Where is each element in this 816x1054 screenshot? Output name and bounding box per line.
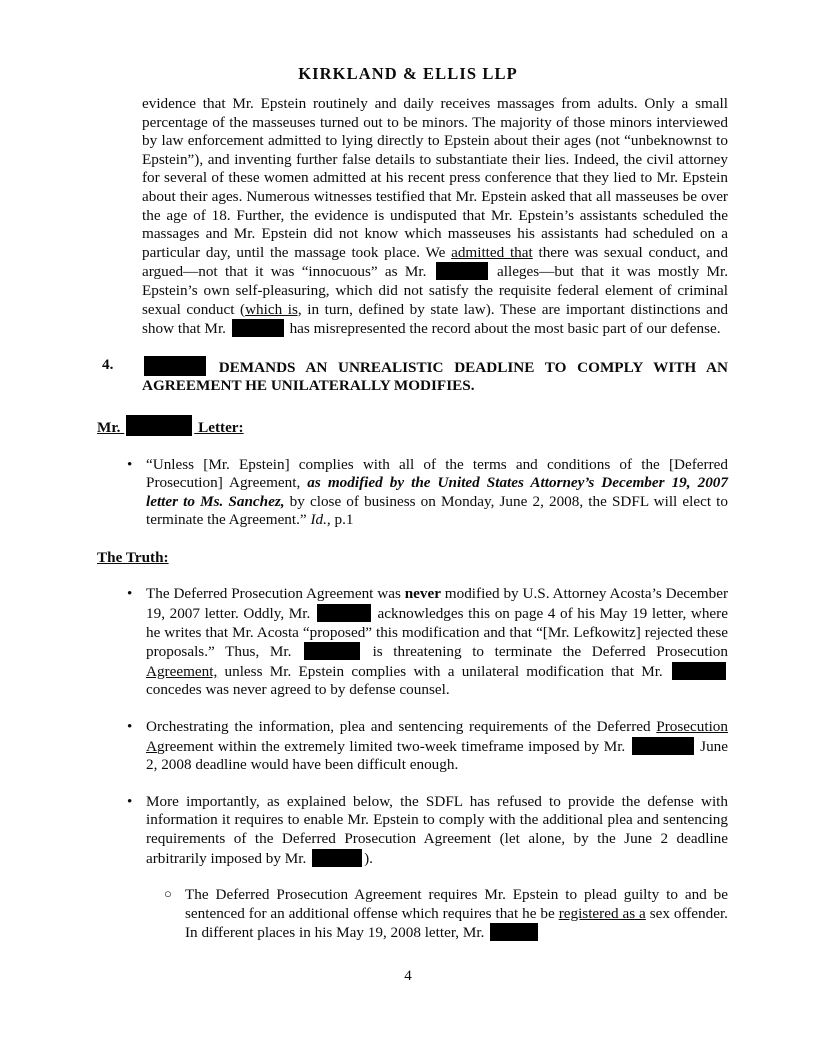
redaction-box — [317, 604, 371, 622]
redaction-box — [672, 662, 726, 680]
text-segment: alleges—but that it was mostly Mr. Epstein’s own self-pleasuring, which did not satisfy the requisite federal element of criminal sexual conduct ( — [142, 263, 728, 318]
bullet-icon: • — [127, 792, 133, 810]
text-segment: is threatening to terminate the Deferred Prosecution — [361, 643, 728, 661]
text-segment: The Deferred Prosecution Agreement requires Mr. Epstein to plead guilty to and be sentenced for an additional offense which requires that he be — [185, 886, 728, 922]
text-segment: ). — [364, 849, 373, 867]
text-segment: Letter: — [194, 418, 244, 436]
truth-bullet-3-text — [146, 793, 728, 867]
text-segment: concedes was never agreed to by defense counsel. — [146, 681, 450, 699]
text-segment: The Deferred Prosecution Agreement was — [146, 585, 405, 603]
text-segment: there was sexual conduct, and argued—not that it was “innocuous” as Mr. — [142, 243, 728, 281]
text-segment: “Unless [Mr. Epstein] complies with all of the terms and conditions of the [Deferred Prosecution] Agreement, — [146, 455, 728, 492]
truth-bullet-1-text — [146, 585, 728, 698]
page-number: 4 — [404, 968, 412, 985]
letter-quote-text — [146, 456, 728, 529]
redaction-box — [126, 415, 192, 436]
text-segment: June 2, 2008 deadline would have been difficult enough. — [146, 737, 729, 774]
bullet-icon: • — [127, 718, 133, 736]
redaction-box — [436, 262, 488, 280]
truth-bullet-1 — [127, 585, 728, 700]
text-segment: admitted that — [451, 243, 533, 261]
bullet-icon: • — [127, 455, 133, 473]
redaction-box — [490, 923, 538, 941]
redaction-box — [144, 356, 206, 376]
text-segment: in turn, defined by state law). These are important distinctions and show that Mr. — [142, 300, 729, 338]
letter-quote-bullet — [127, 455, 728, 530]
text-segment: The Truth: — [97, 548, 169, 566]
section-heading-4 — [102, 355, 728, 396]
letter-heading — [97, 415, 728, 438]
truth-bullet-2-text — [146, 718, 728, 773]
truth-heading — [97, 549, 728, 568]
intro-paragraph — [142, 95, 728, 339]
truth-bullet-3 — [127, 792, 728, 868]
text-segment: never — [404, 585, 441, 603]
text-segment: Mr. — [97, 418, 125, 436]
circle-bullet-icon: ○ — [164, 886, 172, 902]
text-segment: which is, — [245, 300, 302, 318]
text-segment: greement within the extremely limited two-week timeframe imposed by Mr. — [156, 737, 630, 755]
truth-bullet-2 — [127, 718, 729, 775]
redaction-box — [304, 642, 360, 660]
bullet-icon: • — [127, 585, 133, 603]
section-number: 4. — [102, 355, 114, 373]
text-segment: Prosecution A — [146, 718, 728, 755]
text-segment: as modified by the United States Attorney’s December 19, 2007 letter to Ms. Sanchez, — [146, 474, 728, 510]
truth-sub-bullet-text — [185, 886, 728, 941]
text-segment: modified by U.S. Attorney Acosta’s December 19, 2007 letter. Oddly, Mr. — [146, 585, 728, 623]
truth-sub-bullet — [164, 886, 728, 943]
text-segment: More importantly, as explained below, the SDFL has refused to provide the defense with information it requires to enable Mr. Epstein to comply with the additional plea and sentencing requirements of the Deferred Prosecution Agreement (let alone, by the June 2 deadline arbitrarily imposed by Mr. — [146, 792, 728, 867]
text-segment: Orchestrating the information, plea and sentencing requirements of the Deferred — [146, 718, 657, 736]
text-segment: DEMANDS AN UNREALISTIC DEADLINE TO COMPLY WITH AN AGREEMENT HE UNILATERALLY MODIFIES. — [142, 358, 728, 395]
text-segment: by close of business on Monday, June 2, 2008, the SDFL will elect to terminate the Agreement.” — [146, 492, 728, 529]
text-segment: , p.1 — [326, 511, 354, 529]
text-segment: sex offender. In different places in his May 19, 2008 letter, Mr. — [185, 904, 728, 942]
section-heading-text — [142, 359, 728, 395]
text-segment: Id. — [310, 511, 327, 529]
redaction-box — [632, 737, 694, 755]
text-segment: evidence that Mr. Epstein routinely and daily receives massages from adults. Only a small percentage of the masseuses turned out to be minors. The majority of those minors interviewed by law enforcement admitted to lying directly to Epstein about their ages (not “unbeknownst to Epstein”), and inventing further false details to substantiate their lies. Indeed, the civil attorney for several of these women admitted at his recent press conference that they lied to Mr. Epstein about their ages. Numerous witnesses testified that Mr. Epstein asked that all masseuses be over the age of 18. Further, the evidence is undisputed that Mr. Epstein’s assistants scheduled the massages and Mr. Epstein did not know which masseuses his assistants had scheduled on a particular day, until the massage took place. We — [142, 95, 728, 261]
text-segment: acknowledges this on page 4 of his May 19 letter, where he writes that Mr. Acosta “proposed” this modification and that “[Mr. Lefkowitz] rejected these proposals.” Thus, Mr. — [146, 605, 728, 661]
firm-letterhead: KIRKLAND & ELLIS LLP — [298, 64, 518, 83]
text-segment: unless Mr. Epstein complies with a unilateral modification that Mr. — [217, 662, 670, 680]
redaction-box — [232, 319, 284, 337]
text-segment: registered as a — [558, 904, 646, 922]
redaction-box — [312, 849, 362, 867]
text-segment: has misrepresented the record about the most basic part of our defense. — [285, 320, 721, 338]
text-segment: Agreement, — [146, 662, 218, 680]
